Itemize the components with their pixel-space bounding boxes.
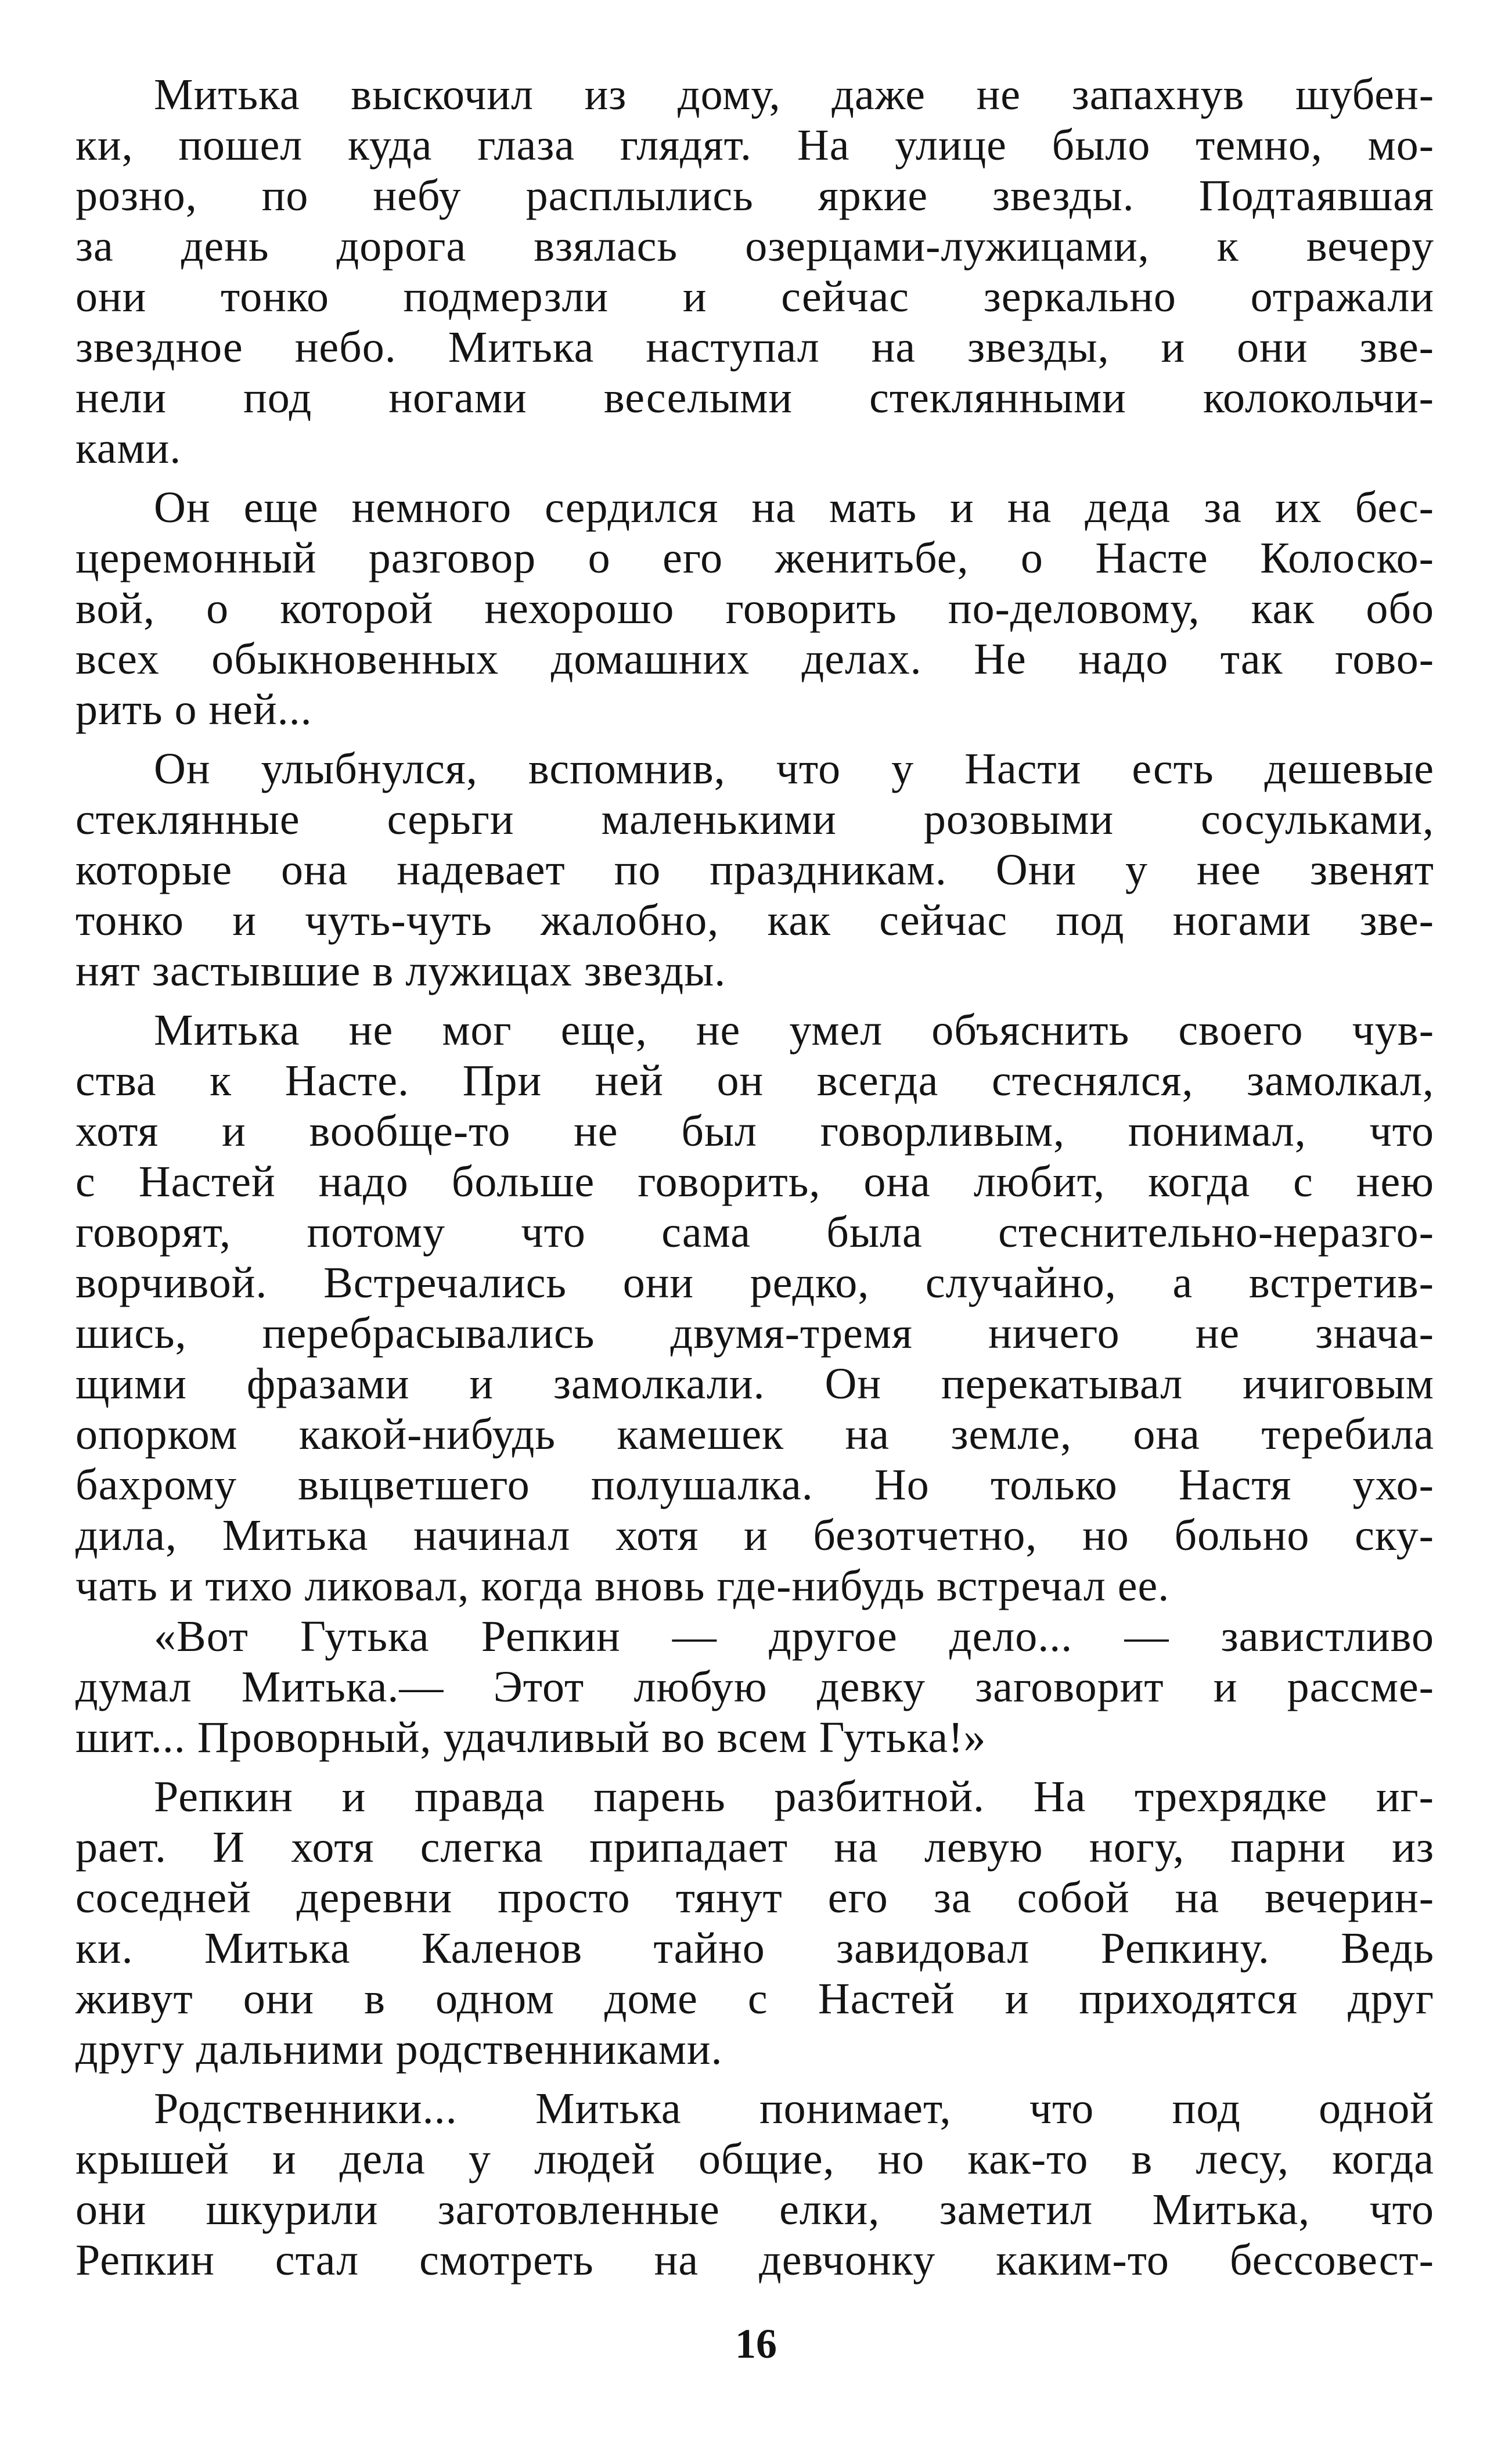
paragraph	[75, 1005, 1434, 1611]
text-line: Митька не мог еще, не умел объяснить своего чув-	[154, 1006, 1434, 1055]
text-line: ки. Митька Каленов тайно завидовал Репкину. Ведь	[75, 1924, 1434, 1973]
text-line: Репкин стал смотреть на девчонку каким-то бессовест-	[75, 2236, 1434, 2285]
text-line: розно, по небу расплылись яркие звезды. Подтаявшая	[75, 171, 1434, 220]
paragraph	[75, 1611, 1434, 1763]
text-line: щими фразами и замолкали. Он перекатывал ичиговым	[75, 1359, 1434, 1408]
text-line: шит... Проворный, удачливый во всем Гутька!»	[75, 1713, 987, 1762]
text-line: Родственники... Митька понимает, что под одной	[154, 2084, 1434, 2133]
text-line: церемонный разговор о его женитьбе, о Насте Колоско-	[75, 534, 1434, 582]
page-number: 16	[735, 2321, 777, 2367]
text-line: нят застывшие в лужицах звезды.	[75, 947, 726, 995]
text-line: они тонко подмерзли и сейчас зеркально отражали	[75, 272, 1434, 321]
paragraph	[75, 2084, 1434, 2286]
text-line: бахрому выцветшего полушалка. Но только Настя ухо-	[75, 1460, 1434, 1509]
text-line: опорком какой-нибудь камешек на земле, она теребила	[75, 1410, 1434, 1459]
text-line: ства к Насте. При ней он всегда стеснялся, замолкал,	[75, 1056, 1434, 1105]
text-line: живут они в одном доме с Настей и приходятся друг	[75, 1974, 1434, 2023]
text-line: дила, Митька начинал хотя и безотчетно, но больно ску-	[75, 1511, 1434, 1560]
text-line: Репкин и правда парень разбитной. На трехрядке иг-	[154, 1772, 1434, 1821]
text-line: чать и тихо ликовал, когда вновь где-нибудь встречал ее.	[75, 1562, 1170, 1610]
text-line: с Настей надо больше говорить, она любит, когда с нею	[75, 1157, 1434, 1206]
text-line: шись, перебрасывались двумя-тремя ничего не знача-	[75, 1309, 1434, 1358]
paragraph	[75, 1772, 1434, 2075]
text-line: Он еще немного сердился на мать и на деда за их бес-	[154, 483, 1434, 532]
text-line: говорят, потому что сама была стеснительно-неразго-	[75, 1208, 1434, 1257]
text-line: они шкурили заготовленные елки, заметил Митька, что	[75, 2185, 1434, 2234]
text-line: которые она надевает по праздникам. Они у нее звенят	[75, 846, 1434, 894]
text-line: звездное небо. Митька наступал на звезды, и они зве-	[75, 323, 1434, 372]
text-line: соседней деревни просто тянут его за собой на вечерин-	[75, 1873, 1434, 1922]
text-line: стеклянные серьги маленькими розовыми сосульками,	[75, 795, 1434, 844]
text-line: ворчивой. Встречались они редко, случайно, а встретив-	[75, 1258, 1434, 1307]
text-line: другу дальними родственниками.	[75, 2025, 723, 2074]
text-line: за день дорога взялась озерцами-лужицами, к вечеру	[75, 222, 1434, 271]
body-text	[75, 70, 1434, 2286]
text-line: вой, о которой нехорошо говорить по-деловому, как обо	[75, 584, 1434, 633]
text-line: рает. И хотя слегка припадает на левую ногу, парни из	[75, 1823, 1434, 1872]
paragraph	[75, 483, 1434, 735]
paragraph	[75, 744, 1434, 997]
text-line: Он улыбнулся, вспомнив, что у Насти есть дешевые	[154, 744, 1434, 793]
text-line: ки, пошел куда глаза глядят. На улице было темно, мо-	[75, 121, 1434, 170]
text-line: ками.	[75, 424, 182, 473]
text-line: думал Митька.— Этот любую девку заговорит и рассме-	[75, 1663, 1434, 1711]
text-line: тонко и чуть-чуть жалобно, как сейчас под ногами зве-	[75, 896, 1434, 945]
text-line: крышей и дела у людей общие, но как-то в лесу, когда	[75, 2135, 1434, 2183]
text-line: «Вот Гутька Репкин — другое дело... — завистливо	[154, 1612, 1434, 1661]
text-line: рить о ней...	[75, 685, 312, 734]
paragraph	[75, 70, 1434, 474]
text-line: нели под ногами веселыми стеклянными колокольчи-	[75, 373, 1434, 422]
text-line: всех обыкновенных домашних делах. Не надо так гово-	[75, 635, 1434, 684]
text-line: хотя и вообще-то не был говорливым, понимал, что	[75, 1107, 1434, 1156]
text-line: Митька выскочил из дому, даже не запахнув шубен-	[154, 70, 1434, 119]
